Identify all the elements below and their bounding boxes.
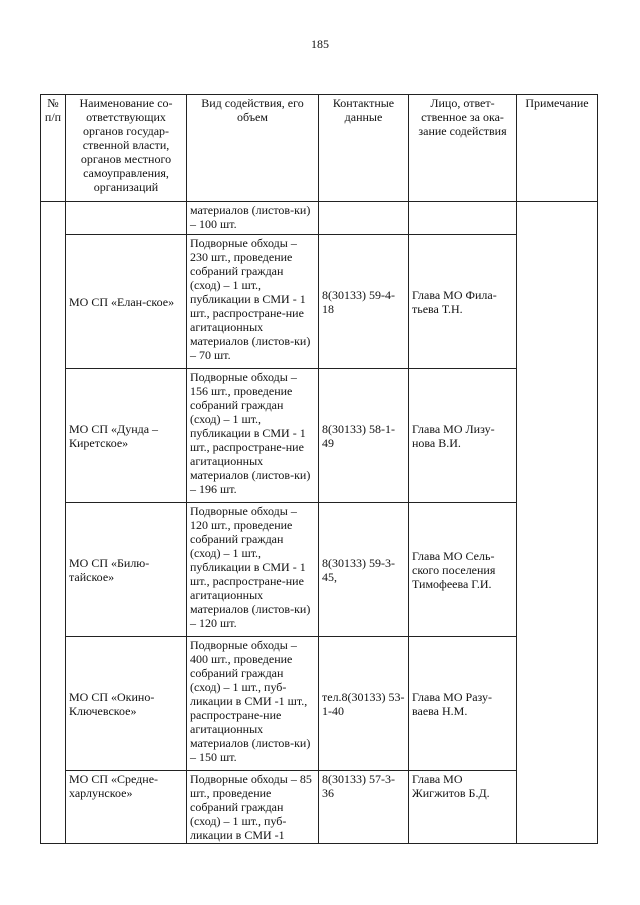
assistance-table: [40, 94, 598, 844]
table-row: [41, 637, 598, 771]
header-note: Примечание: [517, 95, 598, 202]
header-person: Лицо, ответ-ственное за ока-зание содействия: [409, 95, 517, 202]
type-cell: Подворные обходы – 156 шт., проведение собраний граждан (сход) – 1 шт., публикации в СМИ - 1 шт., распростране-ние агитационных материалов (листов-ки) – 196 шт.: [187, 369, 319, 503]
header-num: № п/п: [41, 95, 66, 202]
table-row: [41, 503, 598, 637]
contacts-cell: [319, 202, 409, 235]
table-row: [41, 235, 598, 369]
org-cell: МО СП «Окино-Ключевское»: [66, 637, 187, 771]
type-cell: Подворные обходы – 85 шт., проведение собраний граждан (сход) – 1 шт., пуб-ликации в СМИ -1: [187, 771, 319, 844]
org-cell: МО СП «Елан-ское»: [66, 235, 187, 369]
person-cell: Глава МО Фила-тьева Т.Н.: [409, 235, 517, 369]
note-cell: [517, 202, 598, 844]
person-cell: Глава МО Сель-ского поселения Тимофеева Г.И.: [409, 503, 517, 637]
org-cell: МО СП «Билю-тайское»: [66, 503, 187, 637]
person-cell: [409, 202, 517, 235]
header-org: Наименование со-ответствующих органов государ-ственной власти, органов местного самоуправления, организаций: [66, 95, 187, 202]
type-cell: материалов (листов-ки) – 100 шт.: [187, 202, 319, 235]
header-type: Вид содействия, его объем: [187, 95, 319, 202]
table-row: [41, 202, 598, 235]
contacts-cell: тел.8(30133) 53-1-40: [319, 637, 409, 771]
person-cell: Глава МО Жигжитов Б.Д.: [409, 771, 517, 844]
org-cell: [66, 202, 187, 235]
org-cell: МО СП «Дунда – Киретское»: [66, 369, 187, 503]
contacts-cell: 8(30133) 59-4-18: [319, 235, 409, 369]
type-cell: Подворные обходы – 400 шт., проведение собраний граждан (сход) – 1 шт., пуб-ликации в СМИ -1 шт., распростране-ние агитационных материалов (листов-ки) – 150 шт.: [187, 637, 319, 771]
contacts-cell: 8(30133) 59-3-45,: [319, 503, 409, 637]
table-row: [41, 369, 598, 503]
person-cell: Глава МО Лизу-нова В.И.: [409, 369, 517, 503]
contacts-cell: 8(30133) 57-3-36: [319, 771, 409, 844]
type-cell: Подворные обходы – 230 шт., проведение собраний граждан (сход) – 1 шт., публикации в СМИ - 1 шт., распростране-ние агитационных материалов (листов-ки) – 70 шт.: [187, 235, 319, 369]
contacts-cell: 8(30133) 58-1-49: [319, 369, 409, 503]
table-header-row: [41, 95, 598, 202]
num-cell: [41, 202, 66, 844]
person-cell: Глава МО Разу-ваева Н.М.: [409, 637, 517, 771]
org-cell: МО СП «Средне-харлунское»: [66, 771, 187, 844]
table-row: [41, 771, 598, 844]
header-contacts: Контактные данные: [319, 95, 409, 202]
type-cell: Подворные обходы – 120 шт., проведение собраний граждан (сход) – 1 шт., публикации в СМИ - 1 шт., распростране-ние агитационных материалов (листов-ки) – 120 шт.: [187, 503, 319, 637]
page-number: 185: [311, 37, 329, 51]
